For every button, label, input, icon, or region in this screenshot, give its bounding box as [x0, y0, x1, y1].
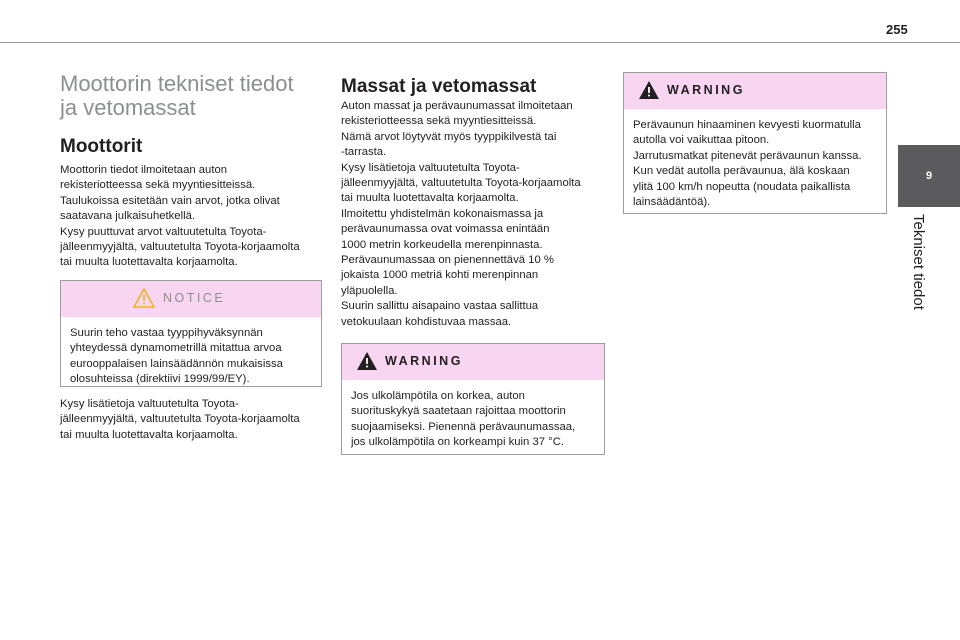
warning-header: [624, 73, 886, 109]
section-heading-engines: Moottorit: [60, 136, 143, 157]
notice-header: [61, 281, 321, 317]
page-number: 255: [886, 22, 908, 37]
notice-text: Suurin teho vastaa tyyppihyväksynnän yhteydessä dynamometrillä mitattua arvoa eurooppalaisen lainsäädännön mukaisissa olosuhteissa (direktiivi 1999/99/EY).: [70, 327, 283, 386]
warning-label: WARNING: [385, 354, 463, 368]
warning-triangle-icon: [356, 351, 378, 371]
chapter-number-tab[interactable]: 9: [898, 145, 960, 207]
chapter-side-title: Tekniset tiedot: [910, 214, 927, 310]
section-heading-masses: Massat ja vetomassat: [341, 76, 537, 97]
warning-box-towing: [623, 72, 887, 214]
warning-label: WARNING: [667, 83, 745, 97]
warning-box-temperature: [341, 343, 605, 455]
warning-text-temperature: Jos ulkolämpötila on korkea, auton suorituskykyä saatetaan rajoittaa moottorin suojaamiseksi. Pienennä perävaunumassaa, jos ulkolämpötila on korkeampi kuin 37 °C.: [351, 390, 576, 449]
warning-triangle-icon: [638, 80, 660, 100]
notice-label: NOTICE: [163, 291, 226, 305]
engines-paragraph: Moottorin tiedot ilmoitetaan auton rekisteriotteessa sekä myyntiesitteissä. Taulukoissa esitetään vain arvot, jotka olivat saatavana julkaisuhetkellä. Kysy puuttuvat arvot valtuutetulta Toyota- jälleenmyyjältä, valtuutetulta Toyota-korjaamolta tai muulta luotettavalta korjaamolta.: [60, 164, 300, 269]
header-rule: [0, 42, 960, 43]
warning-triangle-icon: [133, 288, 155, 308]
notice-box: [60, 280, 322, 387]
masses-paragraph: Auton massat ja perävaunumassat ilmoitetaan rekisteriotteessa sekä myyntiesitteissä. Nämä arvot löytyvät myös tyyppikilvestä tai -tarrasta. Kysy lisätietoja valtuutetulta Toyota- jälleenmyyjältä, valtuutetulta Toyota-korjaamolta tai muulta luotettavalta korjaamolta. Ilmoitettu yhdistelmän kokonaismassa ja perävaunumassa ovat voimassa enintään 1000 metrin korkeudella merenpinnasta. Perävaunumassaa on pienennettävä 10 % jokaista 1000 metriä kohti merenpinnan yläpuolella. Suurin sallittu aisapaino vastaa sallittua vetokuulaan kohdistuvaa massaa.: [341, 100, 581, 328]
warning-text-towing: Perävaunun hinaaminen kevyesti kuormatulla autolla voi vaikuttaa pitoon. Jarrutusmatkat pitenevät perävaunun kanssa. Kun vedät autolla perävaunua, älä koskaan ylitä 100 km/h nopeutta (noudata paikallista lainsäädäntöä).: [633, 119, 862, 209]
warning-header: [342, 344, 604, 380]
chapter-title: Moottorin tekniset tiedot ja vetomassat: [60, 71, 294, 120]
more-info-paragraph: Kysy lisätietoja valtuutetulta Toyota- jälleenmyyjältä, valtuutetulta Toyota-korjaamolta tai muulta luotettavalta korjaamolta.: [60, 398, 300, 441]
